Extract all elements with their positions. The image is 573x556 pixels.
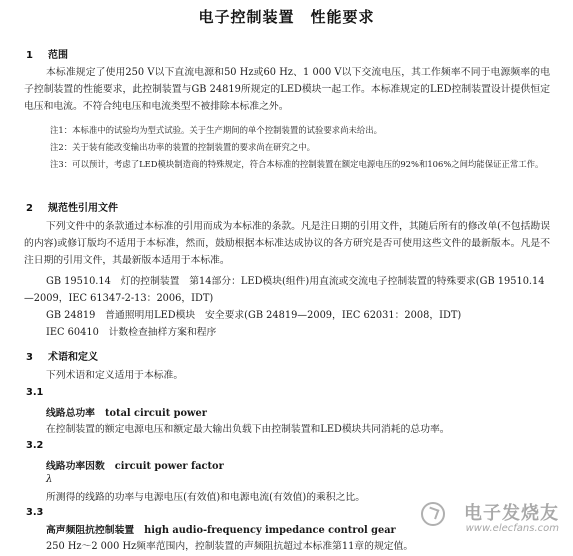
term-en: circuit power factor xyxy=(114,461,224,472)
section-1-body: 本标准规定了使用250 V以下直流电源和50 Hz或60 Hz、1 000 V以下交流电压，其工作频率不同于电源频率的电子控制装置的性能要求，此控制装置与GB 24819所规定的LED模块一起工作。本标准规定的LED控制装置设计提供恒定电压和电流。不符合纯电压和电流类型不被排除本标准之外。 xyxy=(24,67,550,112)
reference-item: IEC 60410 计数检查抽样方案和程序 xyxy=(46,327,217,338)
section-3-heading xyxy=(26,348,98,363)
watermark xyxy=(464,499,559,534)
section-title: 范围 xyxy=(48,50,68,61)
page-title: 电子控制装置 性能要求 xyxy=(198,8,375,26)
term-en: high audio-frequency impedance control gear xyxy=(144,525,396,536)
term-symbol: λ xyxy=(46,474,53,485)
term-cn: 高声频阻抗控制装置 xyxy=(46,525,135,536)
note-label: 注2： xyxy=(50,142,73,152)
section-title: 规范性引用文件 xyxy=(48,203,118,214)
section-1-heading xyxy=(26,46,68,61)
term-heading xyxy=(46,405,207,419)
note-label: 注1： xyxy=(50,125,73,135)
note-text: 可以预计，考虑了LED模块制造商的特殊规定，符合本标准的控制装置在额定电源电压的92%和106%之间均能保证正常工作。 xyxy=(72,159,544,169)
section-2-body: 下列文件中的条款通过本标准的引用而成为本标准的条款。凡是注日期的引用文件，其随后所有的修改单(不包括勘误的内容)或修订版均不适用于本标准，然而，鼓励根据本标准达成协议的各方研究是否可使用这些文件的最新版本。凡是不注日期的引用文件，其最新版本适用于本标准。 xyxy=(24,221,550,266)
note-1 xyxy=(50,123,550,138)
term-definition: 在控制装置的额定电源电压和额定最大输出负载下由控制装置和LED模块共同消耗的总功率。 xyxy=(46,424,450,435)
term-cn: 线路总功率 xyxy=(46,408,95,419)
clause-number: 3.1 xyxy=(26,387,44,398)
term-heading xyxy=(46,458,224,472)
section-number: 2 xyxy=(26,203,33,214)
term-cn: 线路功率因数 xyxy=(46,461,105,472)
term-definition: 250 Hz～2 000 Hz频率范围内，控制装置的声频阻抗超过本标准第11章的规定值。 xyxy=(46,541,414,552)
section-title: 术语和定义 xyxy=(48,352,98,363)
watermark-logo-icon xyxy=(421,502,445,526)
reference-item: GB 24819 普通照明用LED模块 安全要求(GB 24819—2009，IEC 62031：2008，IDT) xyxy=(46,310,462,321)
section-number: 1 xyxy=(26,50,33,61)
note-2 xyxy=(50,140,550,155)
term-heading xyxy=(46,522,396,536)
term-en: total circuit power xyxy=(104,408,207,419)
watermark-url: www.elecfans.com xyxy=(465,523,559,534)
watermark-text: 电子发烧友 xyxy=(464,503,559,524)
note-text: 本标准中的试验均为型式试验。关于生产期间的单个控制装置的试验要求尚未给出。 xyxy=(72,125,382,135)
note-3 xyxy=(50,157,550,172)
note-text: 关于装有能改变输出功率的装置的控制装置的要求尚在研究之中。 xyxy=(72,142,315,152)
section-2-heading xyxy=(26,199,118,214)
section-number: 3 xyxy=(26,352,33,363)
term-definition: 所测得的线路的功率与电源电压(有效值)和电源电流(有效值)的乘积之比。 xyxy=(46,492,365,503)
section-3-intro: 下列术语和定义适用于本标准。 xyxy=(46,370,184,381)
reference-item: GB 19510.14 灯的控制装置 第14部分：LED模块(组件)用直流或交流电子控制装置的特殊要求(GB 19510.14—2009，IEC 61347-2-13：2006，IDT) xyxy=(24,276,545,304)
note-label: 注3： xyxy=(50,159,73,169)
clause-number: 3.2 xyxy=(26,440,44,451)
clause-number: 3.3 xyxy=(26,507,44,518)
